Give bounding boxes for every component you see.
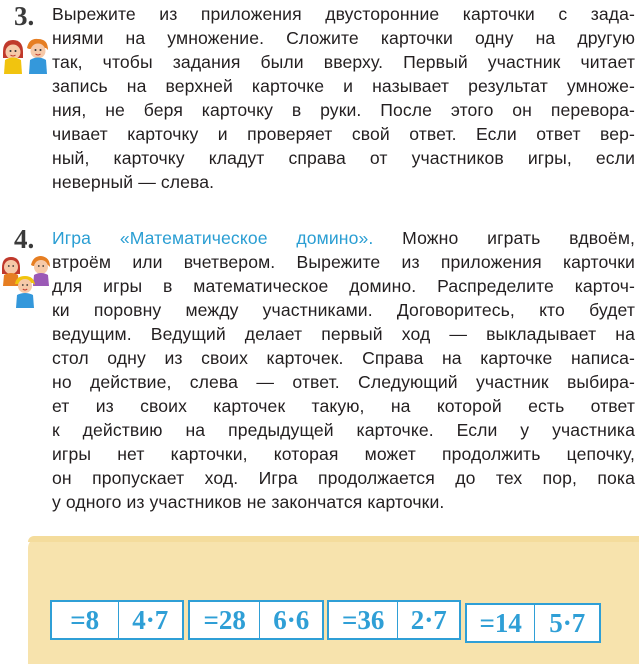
three-children-icon	[0, 254, 52, 310]
domino-card	[327, 600, 461, 640]
task-4	[0, 224, 639, 512]
text-line: втроём или вчетвером. Вырежите из приложения карточки	[52, 252, 635, 272]
text-line: ный, карточку кладут справа от участников игры, если	[52, 148, 635, 168]
text-line	[52, 227, 635, 249]
domino-expression: 6·6	[259, 602, 322, 638]
text-line: ет из своих карточек такую, на которой есть ответ	[52, 396, 635, 416]
text-line: ния, не беря карточку в руки. После этого он перевора-	[52, 100, 635, 120]
text-line: ки поровну между участниками. Договоритесь, кто будет	[52, 300, 635, 320]
domino-expression: 4·7	[118, 602, 183, 638]
two-children-icon	[0, 36, 52, 76]
domino-answer: =8	[70, 604, 100, 635]
text-line: Вырежите из приложения двусторонние карточки с зада-	[52, 4, 635, 24]
domino-expression: 5·7	[534, 605, 599, 641]
text-line: он пропускает ход. Игра продолжается до тех пор, пока	[52, 468, 635, 488]
text-fragment: Можно играть вдвоём,	[373, 228, 635, 248]
text-line: неверный — слева.	[52, 172, 215, 192]
text-line: так, чтобы задания были вверху. Первый участник читает	[52, 52, 635, 72]
text-line: для игры в математическое домино. Распределите карточ-	[52, 276, 635, 296]
domino-panel-edge	[28, 536, 639, 542]
domino-card	[465, 603, 601, 643]
domino-card	[188, 600, 324, 640]
task-number: 4.	[14, 224, 35, 254]
text-line: запись на верхней карточке и называет результат умноже-	[52, 76, 635, 96]
game-title: Игра «Математическое домино».	[52, 228, 374, 248]
text-line: у одного из участников не закончатся карточки.	[52, 492, 445, 512]
task-number: 3.	[14, 1, 35, 31]
text-line: к действию на предыдущей карточке. Если у участника	[52, 420, 635, 440]
domino-expression: 2·7	[397, 602, 459, 638]
text-line: ведущим. Ведущий делает первый ход — выкладывает на	[52, 324, 635, 344]
text-line: но действие, слева — ответ. Следующий участник выбира-	[52, 372, 635, 392]
text-line: стол одну из своих карточек. Справа на карточке написа-	[52, 348, 635, 368]
domino-answer: =14	[479, 607, 522, 638]
text-line: игры нет карточки, которая может продолжить цепочку,	[52, 444, 635, 464]
domino-answer: =28	[203, 604, 246, 635]
text-line: ниями на умножение. Сложите карточки одну на другую	[52, 28, 635, 48]
task-3	[0, 0, 639, 200]
domino-answer: =36	[342, 604, 385, 635]
text-line: чивает карточку и проверяет свой ответ. Если ответ вер-	[52, 124, 635, 144]
domino-card	[50, 600, 184, 640]
